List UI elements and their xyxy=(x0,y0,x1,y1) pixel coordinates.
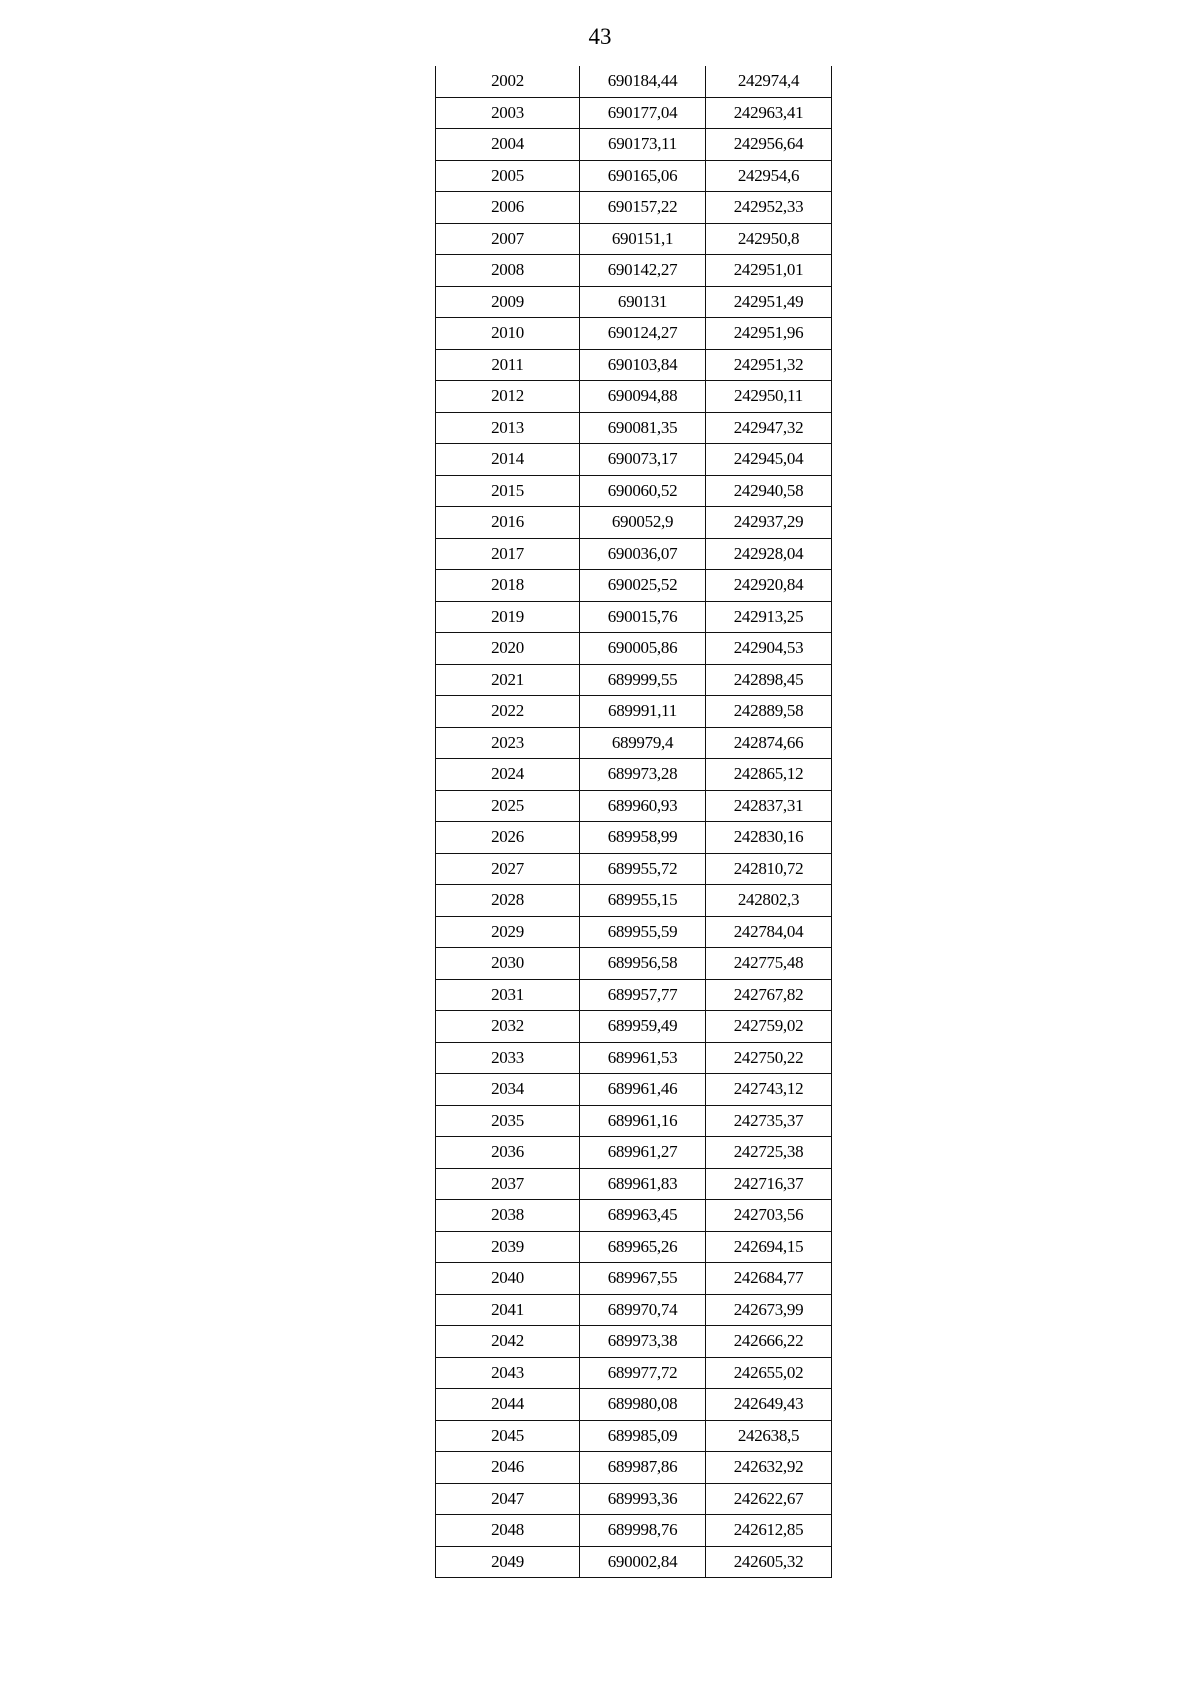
point-number-cell: 2049 xyxy=(436,1546,580,1578)
table-row xyxy=(436,538,832,570)
table-row xyxy=(436,1452,832,1484)
table-row xyxy=(436,507,832,539)
x-coordinate-cell: 690052,9 xyxy=(580,507,706,539)
x-coordinate-cell: 690142,27 xyxy=(580,255,706,287)
x-coordinate-cell: 690165,06 xyxy=(580,160,706,192)
point-number-cell: 2010 xyxy=(436,318,580,350)
table-row xyxy=(436,1483,832,1515)
point-number-cell: 2013 xyxy=(436,412,580,444)
point-number-cell: 2023 xyxy=(436,727,580,759)
x-coordinate-cell: 690081,35 xyxy=(580,412,706,444)
x-coordinate-cell: 689955,72 xyxy=(580,853,706,885)
y-coordinate-cell: 242632,92 xyxy=(706,1452,832,1484)
point-number-cell: 2012 xyxy=(436,381,580,413)
table-row xyxy=(436,129,832,161)
x-coordinate-cell: 690131 xyxy=(580,286,706,318)
x-coordinate-cell: 690073,17 xyxy=(580,444,706,476)
x-coordinate-cell: 689967,55 xyxy=(580,1263,706,1295)
y-coordinate-cell: 242655,02 xyxy=(706,1357,832,1389)
table-row xyxy=(436,1074,832,1106)
table-row xyxy=(436,1389,832,1421)
x-coordinate-cell: 690002,84 xyxy=(580,1546,706,1578)
table-row xyxy=(436,1231,832,1263)
point-number-cell: 2002 xyxy=(436,66,580,97)
table-row xyxy=(436,412,832,444)
x-coordinate-cell: 689961,53 xyxy=(580,1042,706,1074)
table-row xyxy=(436,1546,832,1578)
point-number-cell: 2033 xyxy=(436,1042,580,1074)
table-row xyxy=(436,916,832,948)
table-row xyxy=(436,1200,832,1232)
table-row xyxy=(436,66,832,97)
y-coordinate-cell: 242874,66 xyxy=(706,727,832,759)
y-coordinate-cell: 242725,38 xyxy=(706,1137,832,1169)
table-row xyxy=(436,633,832,665)
y-coordinate-cell: 242622,67 xyxy=(706,1483,832,1515)
table-row xyxy=(436,1515,832,1547)
point-number-cell: 2040 xyxy=(436,1263,580,1295)
y-coordinate-cell: 242673,99 xyxy=(706,1294,832,1326)
x-coordinate-cell: 689956,58 xyxy=(580,948,706,980)
y-coordinate-cell: 242940,58 xyxy=(706,475,832,507)
table-row xyxy=(436,948,832,980)
table-row xyxy=(436,1326,832,1358)
x-coordinate-cell: 690151,1 xyxy=(580,223,706,255)
point-number-cell: 2014 xyxy=(436,444,580,476)
y-coordinate-cell: 242956,64 xyxy=(706,129,832,161)
y-coordinate-cell: 242947,32 xyxy=(706,412,832,444)
point-number-cell: 2042 xyxy=(436,1326,580,1358)
y-coordinate-cell: 242694,15 xyxy=(706,1231,832,1263)
point-number-cell: 2007 xyxy=(436,223,580,255)
point-number-cell: 2020 xyxy=(436,633,580,665)
coordinates-table xyxy=(435,66,832,1578)
x-coordinate-cell: 689960,93 xyxy=(580,790,706,822)
y-coordinate-cell: 242950,8 xyxy=(706,223,832,255)
x-coordinate-cell: 689958,99 xyxy=(580,822,706,854)
point-number-cell: 2016 xyxy=(436,507,580,539)
x-coordinate-cell: 689959,49 xyxy=(580,1011,706,1043)
y-coordinate-cell: 242775,48 xyxy=(706,948,832,980)
x-coordinate-cell: 690036,07 xyxy=(580,538,706,570)
table-row xyxy=(436,727,832,759)
point-number-cell: 2047 xyxy=(436,1483,580,1515)
x-coordinate-cell: 690060,52 xyxy=(580,475,706,507)
point-number-cell: 2027 xyxy=(436,853,580,885)
table-row xyxy=(436,1420,832,1452)
x-coordinate-cell: 689977,72 xyxy=(580,1357,706,1389)
y-coordinate-cell: 242950,11 xyxy=(706,381,832,413)
x-coordinate-cell: 689979,4 xyxy=(580,727,706,759)
x-coordinate-cell: 689987,86 xyxy=(580,1452,706,1484)
y-coordinate-cell: 242638,5 xyxy=(706,1420,832,1452)
coordinates-table-body xyxy=(436,66,832,1578)
x-coordinate-cell: 689961,27 xyxy=(580,1137,706,1169)
point-number-cell: 2026 xyxy=(436,822,580,854)
y-coordinate-cell: 242951,96 xyxy=(706,318,832,350)
x-coordinate-cell: 690173,11 xyxy=(580,129,706,161)
point-number-cell: 2003 xyxy=(436,97,580,129)
x-coordinate-cell: 689998,76 xyxy=(580,1515,706,1547)
point-number-cell: 2008 xyxy=(436,255,580,287)
point-number-cell: 2043 xyxy=(436,1357,580,1389)
point-number-cell: 2037 xyxy=(436,1168,580,1200)
point-number-cell: 2039 xyxy=(436,1231,580,1263)
point-number-cell: 2029 xyxy=(436,916,580,948)
table-row xyxy=(436,1263,832,1295)
table-row xyxy=(436,1011,832,1043)
table-row xyxy=(436,1042,832,1074)
point-number-cell: 2018 xyxy=(436,570,580,602)
point-number-cell: 2030 xyxy=(436,948,580,980)
point-number-cell: 2009 xyxy=(436,286,580,318)
point-number-cell: 2036 xyxy=(436,1137,580,1169)
y-coordinate-cell: 242684,77 xyxy=(706,1263,832,1295)
y-coordinate-cell: 242898,45 xyxy=(706,664,832,696)
x-coordinate-cell: 689980,08 xyxy=(580,1389,706,1421)
table-row xyxy=(436,192,832,224)
x-coordinate-cell: 689965,26 xyxy=(580,1231,706,1263)
y-coordinate-cell: 242750,22 xyxy=(706,1042,832,1074)
table-row xyxy=(436,1137,832,1169)
x-coordinate-cell: 689993,36 xyxy=(580,1483,706,1515)
x-coordinate-cell: 689963,45 xyxy=(580,1200,706,1232)
table-row xyxy=(436,696,832,728)
table-row xyxy=(436,318,832,350)
y-coordinate-cell: 242759,02 xyxy=(706,1011,832,1043)
x-coordinate-cell: 690015,76 xyxy=(580,601,706,633)
point-number-cell: 2041 xyxy=(436,1294,580,1326)
table-row xyxy=(436,1105,832,1137)
table-row xyxy=(436,1357,832,1389)
x-coordinate-cell: 690025,52 xyxy=(580,570,706,602)
y-coordinate-cell: 242952,33 xyxy=(706,192,832,224)
point-number-cell: 2045 xyxy=(436,1420,580,1452)
y-coordinate-cell: 242605,32 xyxy=(706,1546,832,1578)
y-coordinate-cell: 242716,37 xyxy=(706,1168,832,1200)
table-row xyxy=(436,885,832,917)
table-row xyxy=(436,822,832,854)
y-coordinate-cell: 242837,31 xyxy=(706,790,832,822)
point-number-cell: 2034 xyxy=(436,1074,580,1106)
point-number-cell: 2035 xyxy=(436,1105,580,1137)
y-coordinate-cell: 242649,43 xyxy=(706,1389,832,1421)
y-coordinate-cell: 242784,04 xyxy=(706,916,832,948)
point-number-cell: 2031 xyxy=(436,979,580,1011)
x-coordinate-cell: 690005,86 xyxy=(580,633,706,665)
x-coordinate-cell: 690157,22 xyxy=(580,192,706,224)
y-coordinate-cell: 242951,01 xyxy=(706,255,832,287)
table-row xyxy=(436,601,832,633)
y-coordinate-cell: 242928,04 xyxy=(706,538,832,570)
y-coordinate-cell: 242612,85 xyxy=(706,1515,832,1547)
x-coordinate-cell: 689961,46 xyxy=(580,1074,706,1106)
table-row xyxy=(436,223,832,255)
table-row xyxy=(436,790,832,822)
y-coordinate-cell: 242830,16 xyxy=(706,822,832,854)
table-row xyxy=(436,1294,832,1326)
y-coordinate-cell: 242951,49 xyxy=(706,286,832,318)
table-row xyxy=(436,475,832,507)
point-number-cell: 2044 xyxy=(436,1389,580,1421)
y-coordinate-cell: 242974,4 xyxy=(706,66,832,97)
table-row xyxy=(436,349,832,381)
point-number-cell: 2048 xyxy=(436,1515,580,1547)
y-coordinate-cell: 242904,53 xyxy=(706,633,832,665)
point-number-cell: 2021 xyxy=(436,664,580,696)
table-row xyxy=(436,759,832,791)
y-coordinate-cell: 242951,32 xyxy=(706,349,832,381)
x-coordinate-cell: 690103,84 xyxy=(580,349,706,381)
x-coordinate-cell: 690177,04 xyxy=(580,97,706,129)
x-coordinate-cell: 689999,55 xyxy=(580,664,706,696)
x-coordinate-cell: 689970,74 xyxy=(580,1294,706,1326)
x-coordinate-cell: 689961,16 xyxy=(580,1105,706,1137)
point-number-cell: 2015 xyxy=(436,475,580,507)
point-number-cell: 2005 xyxy=(436,160,580,192)
y-coordinate-cell: 242743,12 xyxy=(706,1074,832,1106)
y-coordinate-cell: 242945,04 xyxy=(706,444,832,476)
x-coordinate-cell: 689973,38 xyxy=(580,1326,706,1358)
table-row xyxy=(436,853,832,885)
table-row xyxy=(436,664,832,696)
y-coordinate-cell: 242802,3 xyxy=(706,885,832,917)
y-coordinate-cell: 242865,12 xyxy=(706,759,832,791)
y-coordinate-cell: 242913,25 xyxy=(706,601,832,633)
y-coordinate-cell: 242920,84 xyxy=(706,570,832,602)
point-number-cell: 2004 xyxy=(436,129,580,161)
y-coordinate-cell: 242954,6 xyxy=(706,160,832,192)
point-number-cell: 2022 xyxy=(436,696,580,728)
y-coordinate-cell: 242889,58 xyxy=(706,696,832,728)
x-coordinate-cell: 690124,27 xyxy=(580,318,706,350)
x-coordinate-cell: 689955,15 xyxy=(580,885,706,917)
x-coordinate-cell: 689957,77 xyxy=(580,979,706,1011)
y-coordinate-cell: 242810,72 xyxy=(706,853,832,885)
point-number-cell: 2017 xyxy=(436,538,580,570)
x-coordinate-cell: 689955,59 xyxy=(580,916,706,948)
x-coordinate-cell: 689991,11 xyxy=(580,696,706,728)
table-row xyxy=(436,570,832,602)
point-number-cell: 2025 xyxy=(436,790,580,822)
y-coordinate-cell: 242703,56 xyxy=(706,1200,832,1232)
point-number-cell: 2011 xyxy=(436,349,580,381)
table-row xyxy=(436,255,832,287)
table-row xyxy=(436,381,832,413)
table-row xyxy=(436,97,832,129)
x-coordinate-cell: 690094,88 xyxy=(580,381,706,413)
y-coordinate-cell: 242767,82 xyxy=(706,979,832,1011)
point-number-cell: 2028 xyxy=(436,885,580,917)
table-row xyxy=(436,160,832,192)
table-row xyxy=(436,979,832,1011)
table-row xyxy=(436,1168,832,1200)
x-coordinate-cell: 690184,44 xyxy=(580,66,706,97)
x-coordinate-cell: 689961,83 xyxy=(580,1168,706,1200)
x-coordinate-cell: 689985,09 xyxy=(580,1420,706,1452)
point-number-cell: 2046 xyxy=(436,1452,580,1484)
point-number-cell: 2032 xyxy=(436,1011,580,1043)
point-number-cell: 2019 xyxy=(436,601,580,633)
y-coordinate-cell: 242937,29 xyxy=(706,507,832,539)
point-number-cell: 2038 xyxy=(436,1200,580,1232)
point-number-cell: 2006 xyxy=(436,192,580,224)
y-coordinate-cell: 242735,37 xyxy=(706,1105,832,1137)
table-row xyxy=(436,286,832,318)
x-coordinate-cell: 689973,28 xyxy=(580,759,706,791)
point-number-cell: 2024 xyxy=(436,759,580,791)
y-coordinate-cell: 242666,22 xyxy=(706,1326,832,1358)
y-coordinate-cell: 242963,41 xyxy=(706,97,832,129)
table-row xyxy=(436,444,832,476)
page-number: 43 xyxy=(588,24,612,49)
